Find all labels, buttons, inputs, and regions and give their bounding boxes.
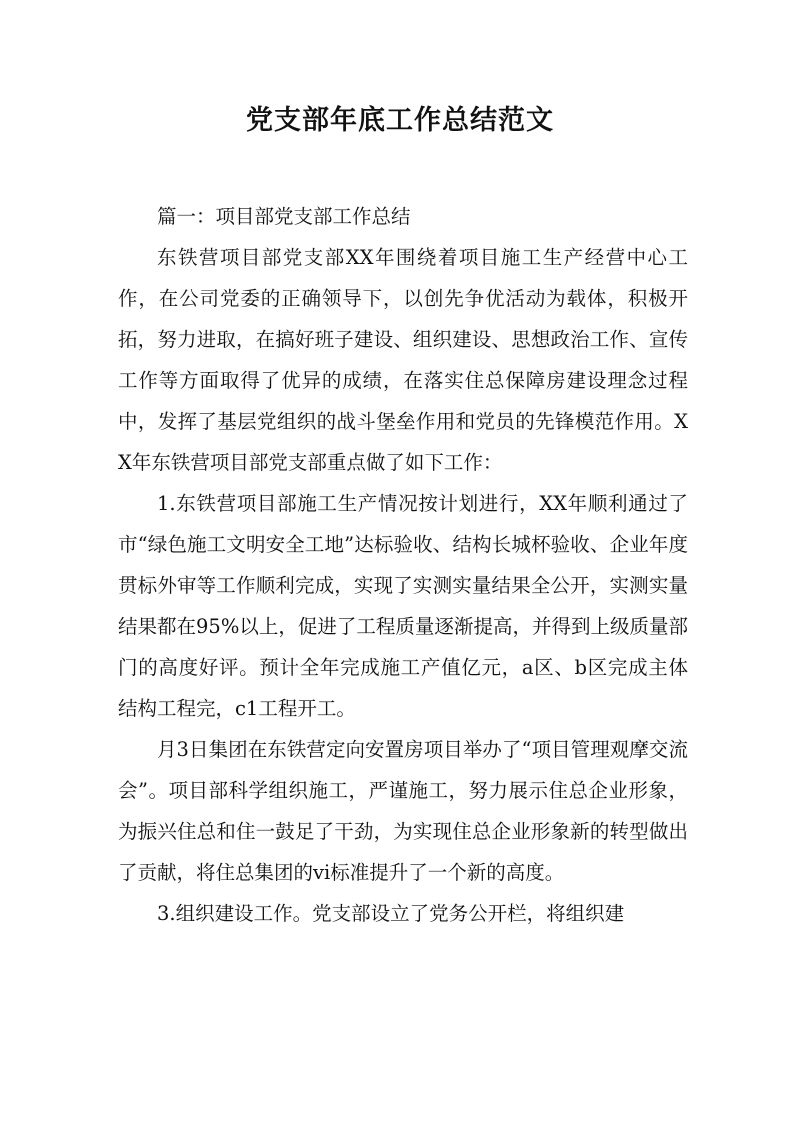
- document-title: 党支部年底工作总结范文: [246, 105, 554, 136]
- section-heading: 篇一：项目部党支部工作总结: [157, 205, 411, 228]
- paragraph-item-3: 3.组织建设工作。党支部设立了党务公开栏，将组织建: [157, 902, 625, 925]
- document-body: [118, 196, 688, 934]
- paragraph-item-1: 1.东铁营项目部施工生产情况按计划进行，XX年顺利通过了市“绿色施工文明安全工地”达标验收、结构长城杯验收、企业年度贯标外审等工作顺利完成，实现了实测实量结果全公开，实测实量结果都在95%以上，促进了工程质量逐渐提高，并得到上级质量部门的高度好评。预计全年完成施工产值亿元，a区、b区完成主体结构工程完，c1工程开工。: [118, 492, 688, 720]
- paragraph-observation-meeting: 月3日集团在东铁营定向安置房项目举办了“项目管理观摩交流会”。项目部科学组织施工，严谨施工，努力展示住总企业形象，为振兴住总和住一鼓足了干劲，为实现住总企业形象新的转型做出了贡献，将住总集团的vi标准提升了一个新的高度。: [118, 738, 688, 884]
- paragraph-intro: 东铁营项目部党支部XX年围绕着项目施工生产经营中心工作，在公司党委的正确领导下，以创先争优活动为载体，积极开拓，努力进取，在搞好班子建设、组织建设、思想政治工作、宣传工作等方面取得了优异的成绩，在落实住总保障房建设理念过程中，发挥了基层党组织的战斗堡垒作用和党员的先锋模范作用。XX年东铁营项目部党支部重点做了如下工作：: [118, 246, 688, 474]
